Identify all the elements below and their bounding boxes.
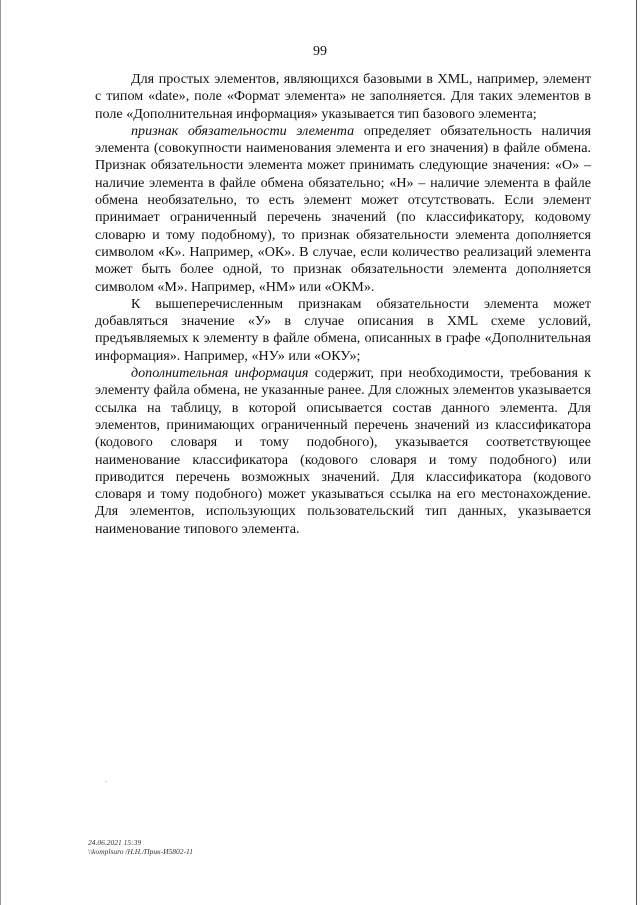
paragraph-4-lead: дополнительная информация <box>131 365 309 382</box>
margin-mark: · <box>105 778 108 786</box>
paragraph-3 <box>95 296 591 365</box>
document-body <box>95 71 591 538</box>
page-number: 99 <box>313 44 327 59</box>
paragraph-4-text: содержит, при необходимости, требования к элементу файла обмена, не указанные ранее. Для сложных элементов указывается ссылка на таблицу, в которой описывается состав данного элемента. Для элементов, принимающих ограниченный перечень значений из классификатора (кодового словаря и тому подобного), указывается соответствующее наименование классификатора (кодового словаря и тому подобного) или приводится перечень возможных значений. Для классификатора (кодового словаря и тому подобного) может указываться ссылка на его местонахождение. Для элементов, использующих пользовательский тип данных, указывается наименование типового элемента. <box>95 365 592 537</box>
page-left-edge <box>0 0 1 905</box>
page-right-edge <box>636 0 637 905</box>
paragraph-3-text: К вышеперечисленным признакам обязательности элемента может добавляться значение «У» в случае описания в XML схеме условий, предъявляемых к элементу в файле обмена, описанных в графе «Дополнительная информация». Например, «НУ» или «ОКУ»; <box>95 295 591 364</box>
paragraph-2 <box>95 123 591 296</box>
paragraph-2-lead: признак обязательности элемента <box>131 122 355 139</box>
paragraph-1 <box>95 71 591 123</box>
footer-timestamp: 24.06.2021 15:39 <box>88 838 142 847</box>
paragraph-4 <box>95 365 591 538</box>
paragraph-1-text: Для простых элементов, являющихся базовыми в XML, например, элемент с типом «date», поле «Формат элемента» не заполняется. Для таких элементов в поле «Дополнительная информация» указывается тип базового элемента; <box>95 71 591 122</box>
paragraph-2-text: определяет обязательность наличия элемента (совокупности наименования элемента и его значения) в файле обмена. Признак обязательности элемента может принимать следующие значения: «О» – наличие элемента в файле обмена обязательно; «Н» – наличие элемента в файле обмена необязательно, то есть элемент может отсутствовать. Если элемент принимает ограниченный перечень значений (по классификатору, кодовому словарю и тому подобному), то признак обязательности элемента дополняется символом «К». Например, «ОК». В случае, если количество реализаций элемента может быть более одной, то признак обязательности элемента дополняется символом «М». Например, «НМ» или «ОКМ». <box>95 122 592 295</box>
footer-path: \\komplsuro /Н.Н./Прик-И5802-11 <box>88 847 193 856</box>
footer <box>88 838 193 856</box>
